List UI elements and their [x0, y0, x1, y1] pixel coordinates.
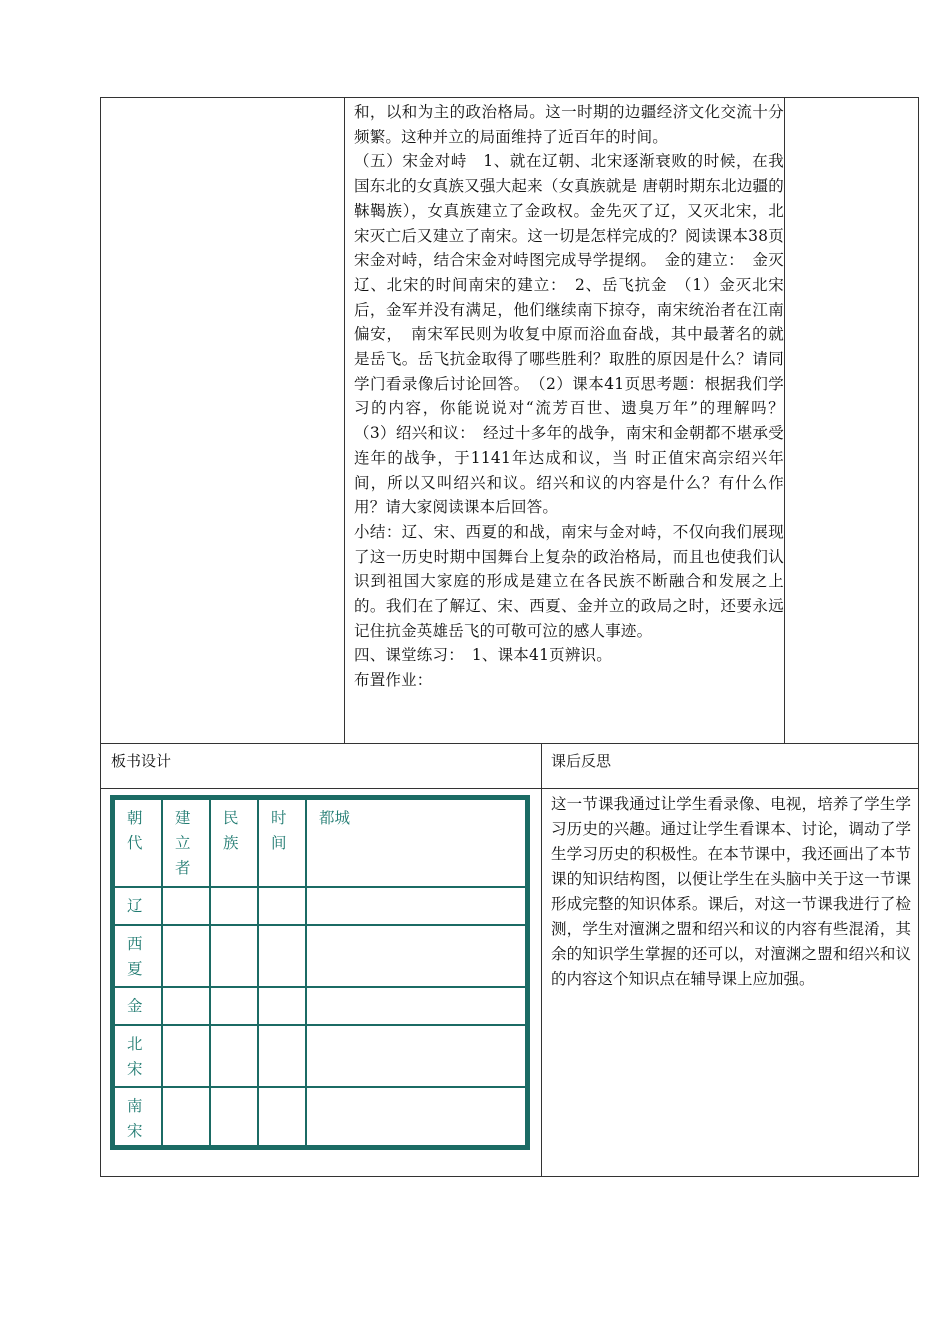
- lesson-paragraph: （五）宋金对峙 1、就在辽朝、北宋逐渐衰败的时候，在我国东北的女真族又强大起来（女真族就是 唐朝时期东北边疆的靺鞨族），女真族建立了金政权。金先灭了辽，又灭北宋，北宋灭亡后又建立了南宋。这一切是怎样完成的？阅读课本38页宋金对峙，结合宋金对峙图完成导学提纲。 金的建立： 金灭辽、北宋的时间南宋的建立： 2、岳飞抗金 （1）金灭北宋后，金军并没有满足，他们继续南下掠夺，南宋统治者在江南偏安， 南宋军民则为收复中原而浴血奋战，其中最著名的就是岳飞。岳飞抗金取得了哪些胜利？取胜的原因是什么？请同学门看录像后讨论回答。 （2）课本41页思考题：根据我们学习的内容，你能说说对“流芳百世、遗臭万年”的理解吗？ （3）绍兴和议： 经过十多年的战争，南宋和金朝都不堪承受连年的战争，于1141年达成和议，当 时正值宋高宗绍兴年间，所以又叫绍兴和议。绍兴和议的内容是什么？有什么作用？请大家阅读课本后回答。: [354, 152, 800, 517]
- header-capital: 都城: [306, 799, 526, 887]
- row-dynasty: 南宋: [114, 1087, 162, 1146]
- reflection-text: 这一节课我通过让学生看录像、电视，培养了学生学习历史的兴趣。通过让学生看课本、讨论，调动了学生学习历史的积极性。在本节课中，我还画出了本节课的知识结构图，以便让学生在头脑中关于这一节课形成完整的知识体系。课后，对这一节课我进行了检测，学生对澶渊之盟和绍兴和议的内容有些混淆，其余的知识学生掌握的还可以，对澶渊之盟和绍兴和议的内容这个知识点在辅导课上应加强。: [551, 795, 911, 988]
- lesson-paragraph: 和，以和为主的政治格局。这一时期的边疆经济文化交流十分频繁。这种并立的局面维持了近百年的时间。: [354, 103, 784, 146]
- top-right-column-divider: [784, 97, 785, 743]
- table-row: [114, 1087, 526, 1146]
- table-header-row: [114, 799, 526, 887]
- section-divider: [100, 743, 919, 744]
- lesson-paragraph: 四、课堂练习： 1、课本41页辨识。: [354, 646, 612, 665]
- board-design-label: 板书设计: [111, 752, 172, 770]
- top-left-column-divider: [344, 97, 345, 743]
- table-row: [114, 887, 526, 925]
- header-time: 时间: [258, 799, 306, 887]
- table-row: [114, 1025, 526, 1087]
- row-dynasty: 北宋: [114, 1025, 162, 1087]
- reflection-label: 课后反思: [551, 752, 612, 770]
- row-dynasty: 辽: [114, 887, 162, 925]
- table-row: [114, 987, 526, 1025]
- table-row: [114, 925, 526, 987]
- lesson-text: [354, 100, 800, 693]
- row-dynasty: 西夏: [114, 925, 162, 987]
- bottom-column-divider: [541, 743, 542, 1177]
- header-dynasty: 朝代: [114, 799, 162, 887]
- board-design-table: [110, 795, 530, 1150]
- header-founder: 建立者: [162, 799, 210, 887]
- header-row-divider: [100, 788, 919, 789]
- lesson-paragraph: 布置作业：: [354, 671, 433, 690]
- lesson-paragraph: 小结：辽、宋、西夏的和战，南宋与金对峙，不仅向我们展现了这一历史时期中国舞台上复杂的政治格局，而且也使我们认识到祖国大家庭的形成是建立在各民族不断融合和发展之上的。我们在了解辽、宋、西夏、金并立的政局之时，还要永远记住抗金英雄岳飞的可敬可泣的感人事迹。: [354, 522, 784, 640]
- header-ethnicity: 民族: [210, 799, 258, 887]
- row-dynasty: 金: [114, 987, 162, 1025]
